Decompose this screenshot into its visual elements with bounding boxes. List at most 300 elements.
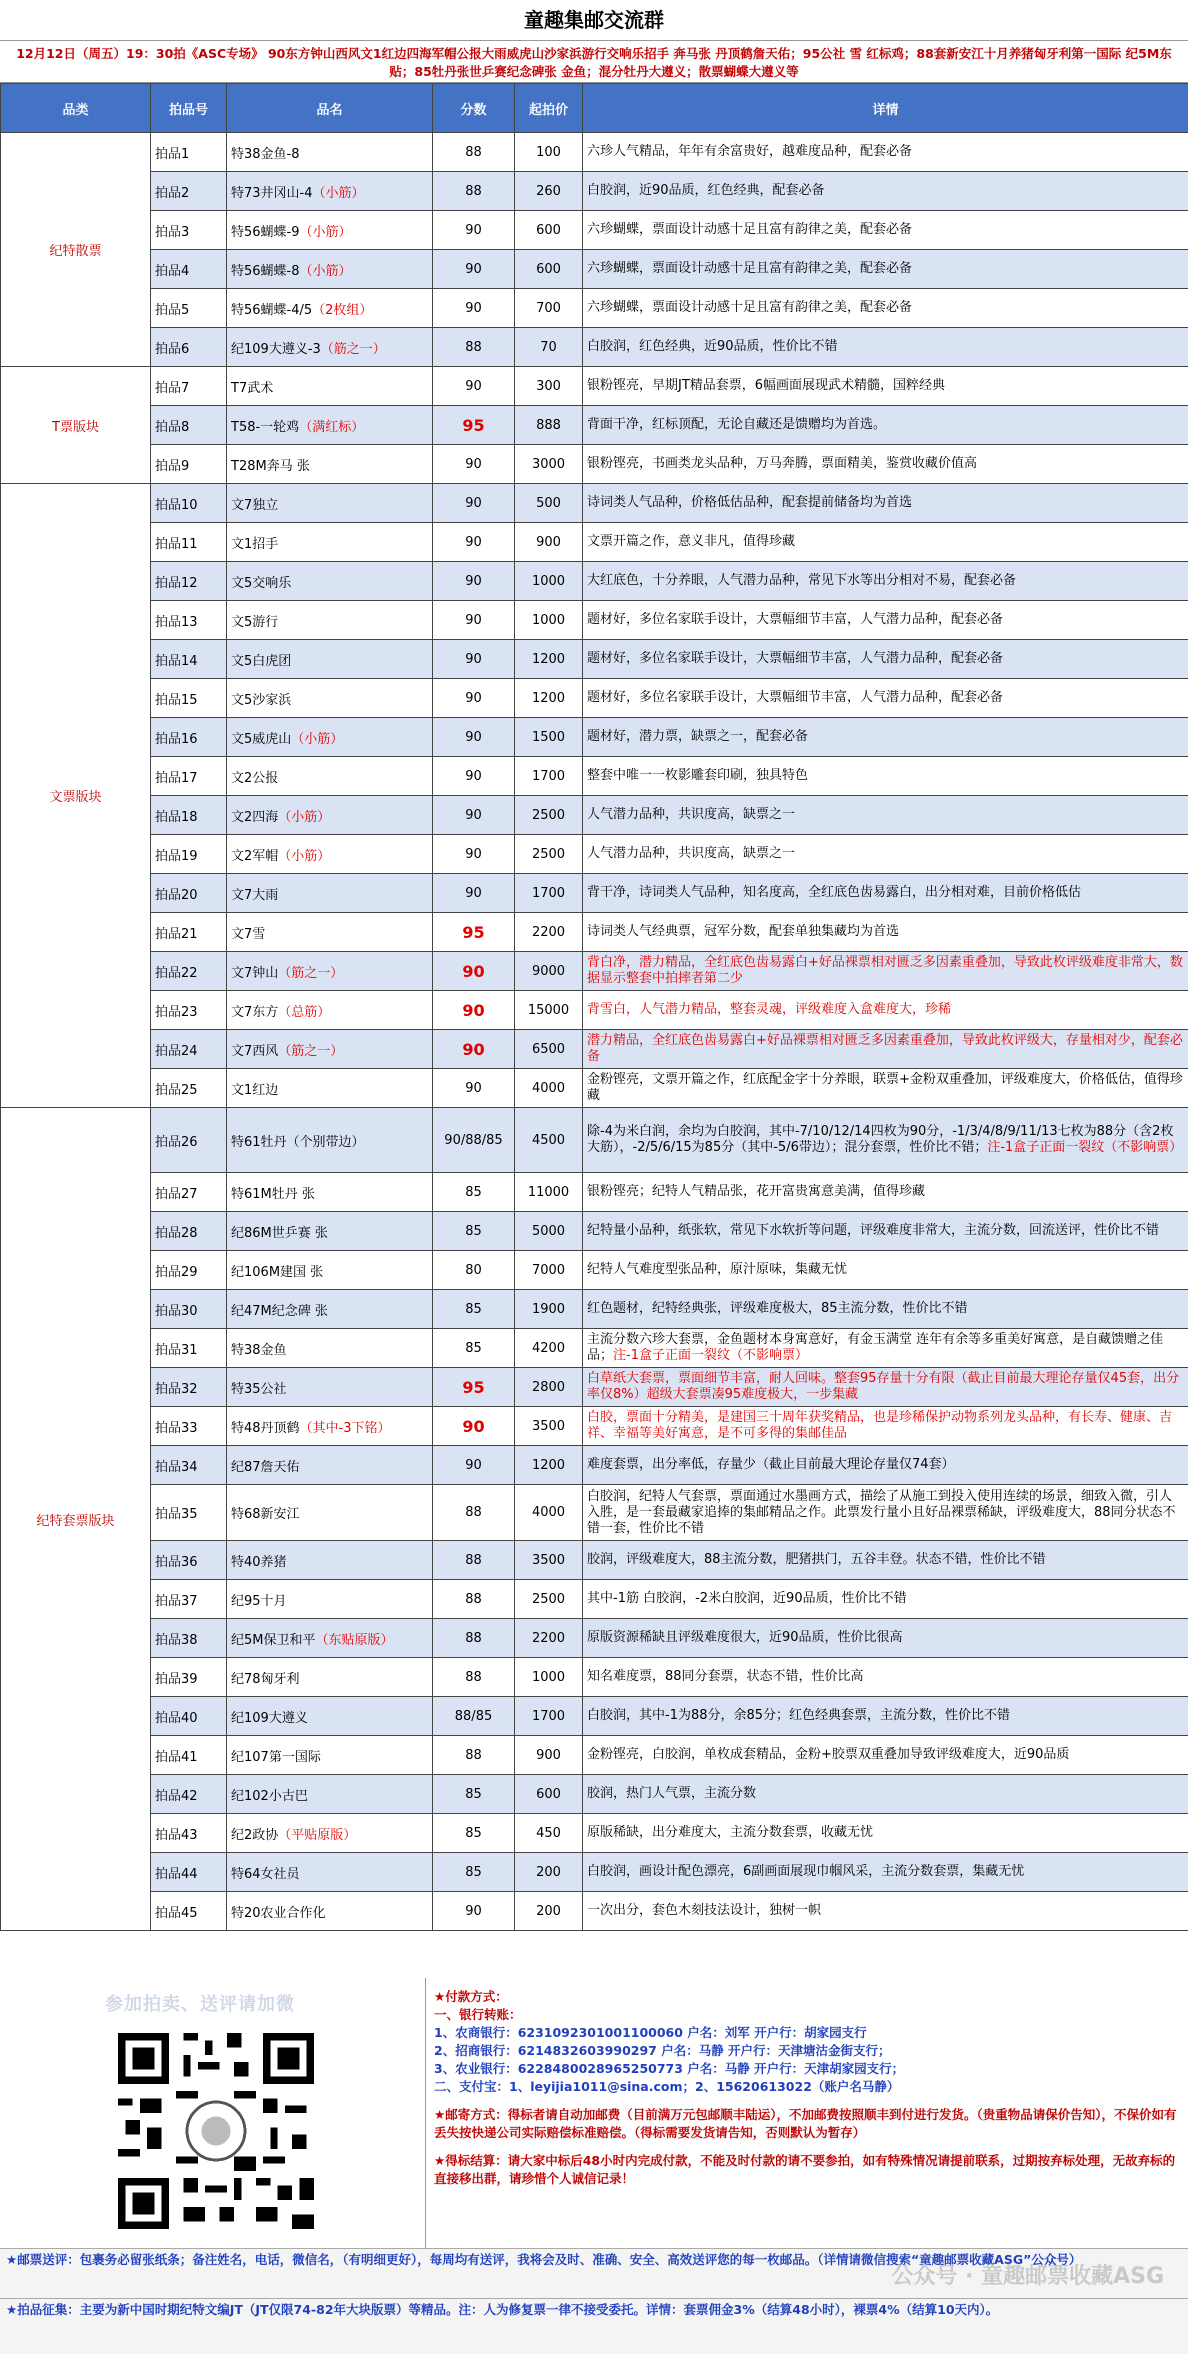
lot-number-cell: 拍品2 (151, 172, 227, 211)
score-value: 90 (465, 612, 482, 628)
table-row (1, 1697, 1188, 1736)
header-score: 分数 (433, 84, 515, 133)
lot-number-cell: 拍品41 (151, 1736, 227, 1775)
collection-notice: ★拍品征集：主要为新中国时期纪特文编JT（JT仅限74-82年大块版票）等精品。注：人为修复票一律不接受委托。详情：套票佣金3%（结算48小时），裸票4%（结算10天内）。 (0, 2298, 1188, 2354)
score-value: 85 (465, 1184, 482, 1200)
category-cell: 文票版块 (1, 484, 151, 1108)
item-name-cell (227, 1251, 433, 1290)
detail-cell (583, 1108, 1188, 1173)
score-cell (433, 718, 515, 757)
item-name: 纪109大遵义 (231, 1710, 308, 1726)
item-name: 特35公社 (231, 1381, 287, 1397)
item-name-cell (227, 718, 433, 757)
lot-number-cell: 拍品32 (151, 1368, 227, 1407)
lot-number-cell: 拍品15 (151, 679, 227, 718)
score-value: 90 (465, 885, 482, 901)
detail-text: 题材好，多位名家联手设计，大票幅细节丰富，人气潜力品种，配套必备 (587, 651, 1004, 666)
detail-text: 题材好，潜力票，缺票之一，配套必备 (587, 729, 809, 744)
item-name: 文2公报 (231, 770, 279, 786)
lot-number-cell: 拍品27 (151, 1173, 227, 1212)
score-cell (433, 1485, 515, 1541)
detail-text: 白胶，票面十分精美，是建国三十周年获奖精品，也是珍稀保护动物系列龙头品种，有长寿、健康、吉祥、幸福等美好寓意，是不可多得的集邮佳品 (587, 1410, 1173, 1441)
lot-number-cell: 拍品42 (151, 1775, 227, 1814)
start-price-cell: 2200 (515, 913, 583, 952)
detail-text: 白草纸大套票，票面细节丰富，耐人回味。整套95存量十分有限（截止目前最大理论存量仅45套，出分率仅8%）超级大套票凑95难度极大，一步集藏 (587, 1371, 1180, 1402)
detail-text: 潜力精品，全红底色齿易露白+好品裸票相对匮乏多因素重叠加，导致此枚评级大，存量相对少，配套必备 (587, 1033, 1183, 1064)
bank-account-2: 2、招商银行：6214832603990297 户名：马静 开户行：天津塘沽金街支行； (434, 2043, 891, 2058)
detail-cell (583, 1173, 1188, 1212)
detail-text: 金粉铿亮，文票开篇之作，红底配金字十分养眼，联票+金粉双重叠加，评级难度大，价格低估，值得珍藏 (587, 1072, 1183, 1103)
item-name-cell (227, 835, 433, 874)
score-value: 88 (465, 144, 482, 160)
item-name-cell (227, 250, 433, 289)
item-name: 纪78匈牙利 (231, 1671, 300, 1687)
detail-text: 白胶润，近90品质，红色经典，配套必备 (587, 183, 825, 198)
item-name: 纪2政协 (231, 1827, 279, 1843)
score-cell (433, 1108, 515, 1173)
score-value: 88 (465, 1552, 482, 1568)
item-name: 文7大雨 (231, 887, 279, 903)
score-value: 95 (462, 1377, 485, 1397)
detail-cell (583, 718, 1188, 757)
score-cell (433, 835, 515, 874)
item-name-cell (227, 601, 433, 640)
score-value: 85 (465, 1301, 482, 1317)
table-row (1, 1290, 1188, 1329)
item-name: 特61M牡丹 张 (231, 1186, 315, 1202)
start-price-cell: 2500 (515, 835, 583, 874)
detail-text: 银粉铿亮，书画类龙头品种，万马奔腾，票面精美，鉴赏收藏价值高 (587, 456, 978, 471)
item-name: 特68新安江 (231, 1507, 300, 1522)
start-price-cell: 600 (515, 250, 583, 289)
item-tag: （其中-3下铭） (299, 1420, 391, 1436)
score-cell (433, 1541, 515, 1580)
start-price-cell: 900 (515, 1736, 583, 1775)
item-name: 文2军帽 (231, 848, 279, 864)
item-name-cell (227, 1814, 433, 1853)
start-price-cell: 1200 (515, 640, 583, 679)
start-price-cell: 3000 (515, 445, 583, 484)
start-price-cell: 4200 (515, 1329, 583, 1368)
table-row (1, 1892, 1188, 1931)
item-name: 纪86M世乒赛 张 (231, 1225, 328, 1241)
score-cell (433, 523, 515, 562)
score-cell (433, 484, 515, 523)
item-name-cell (227, 133, 433, 172)
score-cell (433, 1251, 515, 1290)
detail-text: 六珍人气精品，年年有余富贵好，越难度品种，配套必备 (587, 144, 913, 159)
item-name: T28M奔马 张 (231, 458, 310, 474)
detail-text: 原版稀缺，出分难度大，主流分数套票，收藏无忧 (587, 1825, 874, 1840)
table-row (1, 1407, 1188, 1446)
score-value: 90 (465, 300, 482, 316)
detail-cell (583, 562, 1188, 601)
detail-cell (583, 1485, 1188, 1541)
lot-number-cell: 拍品28 (151, 1212, 227, 1251)
score-value: 85 (465, 1340, 482, 1356)
detail-text: 背干净，诗词类人气品种，知名度高，全红底色齿易露白，出分相对难，目前价格低估 (587, 885, 1082, 900)
table-row (1, 1212, 1188, 1251)
lot-number-cell: 拍品24 (151, 1030, 227, 1069)
table-row (1, 562, 1188, 601)
score-value: 90 (465, 846, 482, 862)
lot-number-cell: 拍品25 (151, 1069, 227, 1108)
header-lot-number: 拍品号 (151, 84, 227, 133)
score-value: 90 (465, 495, 482, 511)
lot-number-cell: 拍品39 (151, 1658, 227, 1697)
item-name-cell (227, 211, 433, 250)
start-price-cell: 1000 (515, 601, 583, 640)
start-price-cell: 260 (515, 172, 583, 211)
table-row (1, 1658, 1188, 1697)
lot-number-cell: 拍品17 (151, 757, 227, 796)
score-value: 85 (465, 1864, 482, 1880)
detail-text: 人气潜力品种，共识度高，缺票之一 (587, 807, 796, 822)
detail-cell (583, 1697, 1188, 1736)
start-price-cell: 9000 (515, 952, 583, 991)
table-row (1, 328, 1188, 367)
detail-cell (583, 1775, 1188, 1814)
detail-text: 人气潜力品种，共识度高，缺票之一 (587, 846, 796, 861)
score-cell (433, 211, 515, 250)
start-price-cell: 2500 (515, 796, 583, 835)
start-price-cell: 1700 (515, 874, 583, 913)
start-price-cell: 1200 (515, 1446, 583, 1485)
lot-number-cell: 拍品40 (151, 1697, 227, 1736)
item-name: 文5白虎团 (231, 653, 292, 669)
item-name-cell (227, 1368, 433, 1407)
detail-text: 主流分数六珍大套票，金鱼题材本身寓意好，有金玉满堂 连年有余等多重美好寓意，是自藏馈赠之佳品； (587, 1332, 1164, 1363)
score-value: 90 (465, 456, 482, 472)
item-tag: （平贴原版） (278, 1827, 357, 1843)
table-row (1, 1446, 1188, 1485)
item-name-cell (227, 1892, 433, 1931)
detail-cell (583, 679, 1188, 718)
lot-number-cell: 拍品9 (151, 445, 227, 484)
detail-text: 白胶润，纪特人气套票，票面通过水墨画方式，描绘了从施工到投入使用连续的场景，细致入微，引人入胜，是一套最藏家追捧的集邮精品之作。此票发行量小且好品裸票稀缺，评级难度大，88同分状态不错一套，性价比不错 (587, 1488, 1176, 1536)
item-name: 特56蝴蝶-4/5 (231, 302, 313, 318)
item-name-cell (227, 1697, 433, 1736)
item-name-cell (227, 1775, 433, 1814)
detail-cell (583, 601, 1188, 640)
start-price-cell: 200 (515, 1892, 583, 1931)
table-row (1, 1108, 1188, 1173)
detail-cell (583, 640, 1188, 679)
item-name: 纪107第一国际 (231, 1749, 321, 1765)
detail-text: 诗词类人气品种，价格低估品种，配套提前储备均为首选 (587, 495, 913, 510)
detail-cell (583, 523, 1188, 562)
score-cell (433, 1853, 515, 1892)
start-price-cell: 2200 (515, 1619, 583, 1658)
detail-text: 大红底色，十分养眼，人气潜力品种，常见下水等出分相对不易，配套必备 (587, 573, 1017, 588)
item-name-cell (227, 445, 433, 484)
score-cell (433, 640, 515, 679)
start-price-cell: 1700 (515, 757, 583, 796)
table-row (1, 1030, 1188, 1069)
score-value: 90 (465, 378, 482, 394)
item-name: 纪95十月 (231, 1593, 287, 1609)
watermark: 公众号 · 童趣邮票收藏ASG (891, 2264, 1164, 2289)
score-cell (433, 952, 515, 991)
bank-account-1: 1、农商银行：6231092301001100060 户名：刘军 开户行：胡家园支行 (434, 2025, 867, 2040)
item-name: T7武术 (231, 380, 274, 396)
lot-number-cell: 拍品12 (151, 562, 227, 601)
item-name-cell (227, 328, 433, 367)
table-row (1, 1775, 1188, 1814)
item-name: 纪106M建国 张 (231, 1264, 324, 1280)
start-price-cell: 4000 (515, 1069, 583, 1108)
detail-text: 文票开篇之作，意义非凡，值得珍藏 (587, 534, 796, 549)
lot-number-cell: 拍品11 (151, 523, 227, 562)
item-name: 文1红边 (231, 1082, 279, 1098)
table-row (1, 1736, 1188, 1775)
lot-number-cell: 拍品34 (151, 1446, 227, 1485)
lot-number-cell: 拍品22 (151, 952, 227, 991)
detail-text: 难度套票，出分率低，存量少（截止目前最大理论存量仅74套） (587, 1457, 955, 1472)
settlement-note: ★得标结算：请大家中标后48小时内完成付款，不能及时付款的请不要参拍，如有特殊情况请提前联系，过期按弃标处理，无故弃标的直接移出群，请珍惜个人诚信记录！ (434, 2153, 1176, 2186)
detail-text: 诗词类人气经典票，冠军分数，配套单独集藏均为首选 (587, 924, 900, 939)
bank-transfer-title: 一、银行转账： (434, 2007, 522, 2022)
detail-text: 原版资源稀缺且评级难度很大，近90品质，性价比很高 (587, 1630, 903, 1645)
score-cell (433, 562, 515, 601)
detail-text: 红色题材，纪特经典张，评级难度极大，85主流分数，性价比不错 (587, 1301, 968, 1316)
item-name: 文5威虎山 (231, 731, 292, 747)
category-cell: 纪特散票 (1, 133, 151, 367)
start-price-cell: 1000 (515, 562, 583, 601)
detail-cell (583, 1814, 1188, 1853)
item-name-cell (227, 679, 433, 718)
table-row (1, 718, 1188, 757)
table-row (1, 289, 1188, 328)
item-name: 特20农业合作化 (231, 1905, 326, 1921)
item-name: 纪47M纪念碑 张 (231, 1303, 328, 1319)
score-value: 95 (462, 415, 485, 435)
item-name-cell (227, 1658, 433, 1697)
qr-panel (0, 1978, 426, 2248)
start-price-cell: 3500 (515, 1541, 583, 1580)
item-name: 纪102小古巴 (231, 1788, 308, 1804)
detail-text: 白胶润，其中-1为88分，余85分；红色经典套票，主流分数，性价比不错 (587, 1708, 1011, 1723)
item-name: 纪5M保卫和平 (231, 1632, 316, 1648)
detail-text: 白胶润，红色经典，近90品质，性价比不错 (587, 339, 838, 354)
lot-number-cell: 拍品37 (151, 1580, 227, 1619)
score-cell (433, 1892, 515, 1931)
detail-text: 一次出分，套色木刻技法设计，独树一帜 (587, 1903, 822, 1918)
item-name: T58-一轮鸡 (231, 419, 300, 435)
detail-text: 胶润，评级难度大，88主流分数，肥猪拱门，五谷丰登。状态不错，性价比不错 (587, 1552, 1046, 1567)
item-tag: （小筋） (312, 185, 365, 201)
item-name: 特38金鱼 (231, 1342, 287, 1358)
detail-note: 注-1盒子正面一裂纹（不影响票） (613, 1348, 808, 1363)
score-value: 90 (465, 807, 482, 823)
start-price-cell: 888 (515, 406, 583, 445)
item-name-cell (227, 874, 433, 913)
detail-text: 背面干净，红标顶配，无论自藏还是馈赠均为首选。 (587, 417, 887, 432)
score-cell (433, 289, 515, 328)
table-row (1, 1541, 1188, 1580)
score-cell (433, 1446, 515, 1485)
item-name-cell (227, 1212, 433, 1251)
detail-text: 胶润，热门人气票，主流分数 (587, 1786, 757, 1801)
lot-number-cell: 拍品14 (151, 640, 227, 679)
item-tag: （总筋） (278, 1004, 331, 1020)
detail-cell (583, 1030, 1188, 1069)
score-cell (433, 1814, 515, 1853)
score-cell (433, 796, 515, 835)
table-row (1, 796, 1188, 835)
score-cell (433, 601, 515, 640)
detail-text: 知名难度票，88同分套票，状态不错，性价比高 (587, 1669, 864, 1684)
start-price-cell: 1900 (515, 1290, 583, 1329)
item-name: 特73井冈山-4 (231, 185, 313, 201)
item-name-cell (227, 913, 433, 952)
start-price-cell: 5000 (515, 1212, 583, 1251)
score-cell (433, 1290, 515, 1329)
item-name: 文7独立 (231, 497, 279, 513)
score-value: 90 (462, 1039, 485, 1059)
start-price-cell: 1200 (515, 679, 583, 718)
table-row (1, 523, 1188, 562)
start-price-cell: 500 (515, 484, 583, 523)
item-name: 特56蝴蝶-8 (231, 263, 300, 279)
detail-cell (583, 835, 1188, 874)
table-row (1, 445, 1188, 484)
item-name-cell (227, 1619, 433, 1658)
detail-cell (583, 1446, 1188, 1485)
score-cell (433, 1329, 515, 1368)
lot-number-cell: 拍品4 (151, 250, 227, 289)
detail-cell (583, 1892, 1188, 1931)
mailing-note: ★邮寄方式：得标者请自动加邮费（目前满万元包邮顺丰陆运），不加邮费按照顺丰到付进行发货。（贵重物品请保价告知），不保价如有丢失按快递公司实际赔偿标准赔偿。（得标需要发货请告知，否则默认为暂存） (434, 2107, 1177, 2140)
lot-number-cell: 拍品19 (151, 835, 227, 874)
score-value: 85 (465, 1786, 482, 1802)
item-name: 特56蝴蝶-9 (231, 224, 300, 240)
detail-cell (583, 1658, 1188, 1697)
table-row (1, 1853, 1188, 1892)
start-price-cell: 6500 (515, 1030, 583, 1069)
score-value: 88 (465, 1669, 482, 1685)
item-name-cell (227, 1329, 433, 1368)
detail-text: 银粉铿亮，早期JT精品套票，6幅画面展现武术精髓，国粹经典 (587, 378, 946, 393)
score-value: 88/85 (454, 1708, 493, 1724)
detail-cell (583, 445, 1188, 484)
score-value: 90 (462, 1416, 485, 1436)
score-cell (433, 1736, 515, 1775)
lot-number-cell: 拍品38 (151, 1619, 227, 1658)
table-row (1, 1069, 1188, 1108)
item-name: 文5沙家浜 (231, 692, 292, 708)
score-value: 88 (465, 1505, 482, 1520)
start-price-cell: 1000 (515, 1658, 583, 1697)
auction-table (0, 83, 1188, 1931)
start-price-cell: 450 (515, 1814, 583, 1853)
item-name: 特38金鱼-8 (231, 146, 300, 162)
item-name-cell (227, 1446, 433, 1485)
payment-info (426, 1978, 1188, 2248)
detail-cell (583, 367, 1188, 406)
item-name-cell (227, 484, 433, 523)
score-cell (433, 445, 515, 484)
item-name: 纪109大遵义-3 (231, 341, 321, 357)
table-row (1, 211, 1188, 250)
lot-number-cell: 拍品16 (151, 718, 227, 757)
detail-cell (583, 172, 1188, 211)
detail-cell (583, 133, 1188, 172)
footer-section (0, 1978, 1188, 2354)
item-name-cell (227, 523, 433, 562)
item-tag: （小筋） (278, 848, 331, 864)
item-name-cell (227, 757, 433, 796)
score-cell (433, 250, 515, 289)
lot-number-cell: 拍品43 (151, 1814, 227, 1853)
item-tag: （满红标） (299, 419, 365, 435)
table-row (1, 952, 1188, 991)
item-name-cell (227, 1853, 433, 1892)
table-row (1, 1485, 1188, 1541)
detail-cell (583, 874, 1188, 913)
score-value: 88 (465, 1630, 482, 1646)
submission-notice (0, 2248, 1188, 2298)
detail-text: 纪特人气难度型张品种，原汁原味，集藏无忧 (587, 1262, 848, 1277)
item-tag: （东贴原版） (315, 1632, 394, 1648)
bank-account-3: 3、农业银行：6228480028965250773 户名：马静 开户行：天津胡家园支行； (434, 2061, 905, 2076)
start-price-cell: 300 (515, 367, 583, 406)
category-cell: T票版块 (1, 367, 151, 484)
detail-text: 金粉铿亮，白胶润，单枚成套精品，金粉+胶票双重叠加导致评级难度大，近90品质 (587, 1747, 1070, 1762)
table-header (1, 84, 1188, 133)
header-category: 品类 (1, 84, 151, 133)
detail-cell (583, 1290, 1188, 1329)
lot-number-cell: 拍品6 (151, 328, 227, 367)
table-row (1, 757, 1188, 796)
score-value: 90 (465, 729, 482, 745)
submission-text: ★邮票送评：包裹务必留张纸条；备注姓名，电话，微信名，（有明细更好），每周均有送评，我将会及时、准确、安全、高效送评您的每一枚邮品。（详情请微信搜索“童趣邮票收藏ASG”公众号） (6, 2252, 1082, 2267)
item-tag: （2枚组） (312, 302, 373, 318)
detail-cell (583, 1619, 1188, 1658)
start-price-cell: 2500 (515, 1580, 583, 1619)
table-row (1, 172, 1188, 211)
detail-text: 其中-1筋 白胶润，-2米白胶润，近90品质，性价比不错 (587, 1591, 907, 1606)
score-cell (433, 367, 515, 406)
detail-cell (583, 1736, 1188, 1775)
detail-cell (583, 250, 1188, 289)
score-value: 88 (465, 183, 482, 199)
item-name: 文5游行 (231, 614, 279, 630)
lot-number-cell: 拍品44 (151, 1853, 227, 1892)
score-cell (433, 679, 515, 718)
item-name-cell (227, 367, 433, 406)
item-name: 文1招手 (231, 536, 279, 552)
table-row (1, 679, 1188, 718)
detail-cell (583, 952, 1188, 991)
detail-text: 纪特量小品种，纸张软，常见下水软折等问题，评级难度非常大，主流分数，回流送评，性价比不错 (587, 1223, 1160, 1238)
alipay-account: 二、支付宝：1、leyijia1011@sina.com；2、15620613022（账户名马静） (434, 2079, 900, 2094)
table-row (1, 484, 1188, 523)
detail-cell (583, 289, 1188, 328)
payment-title: ★付款方式： (434, 1989, 508, 2004)
table-row (1, 913, 1188, 952)
score-value: 90 (465, 690, 482, 706)
start-price-cell: 15000 (515, 991, 583, 1030)
score-cell (433, 406, 515, 445)
item-name: 文2四海 (231, 809, 279, 825)
lot-number-cell: 拍品33 (151, 1407, 227, 1446)
start-price-cell: 4500 (515, 1108, 583, 1173)
lot-number-cell: 拍品21 (151, 913, 227, 952)
score-cell (433, 1069, 515, 1108)
item-name-cell (227, 1173, 433, 1212)
start-price-cell: 100 (515, 133, 583, 172)
